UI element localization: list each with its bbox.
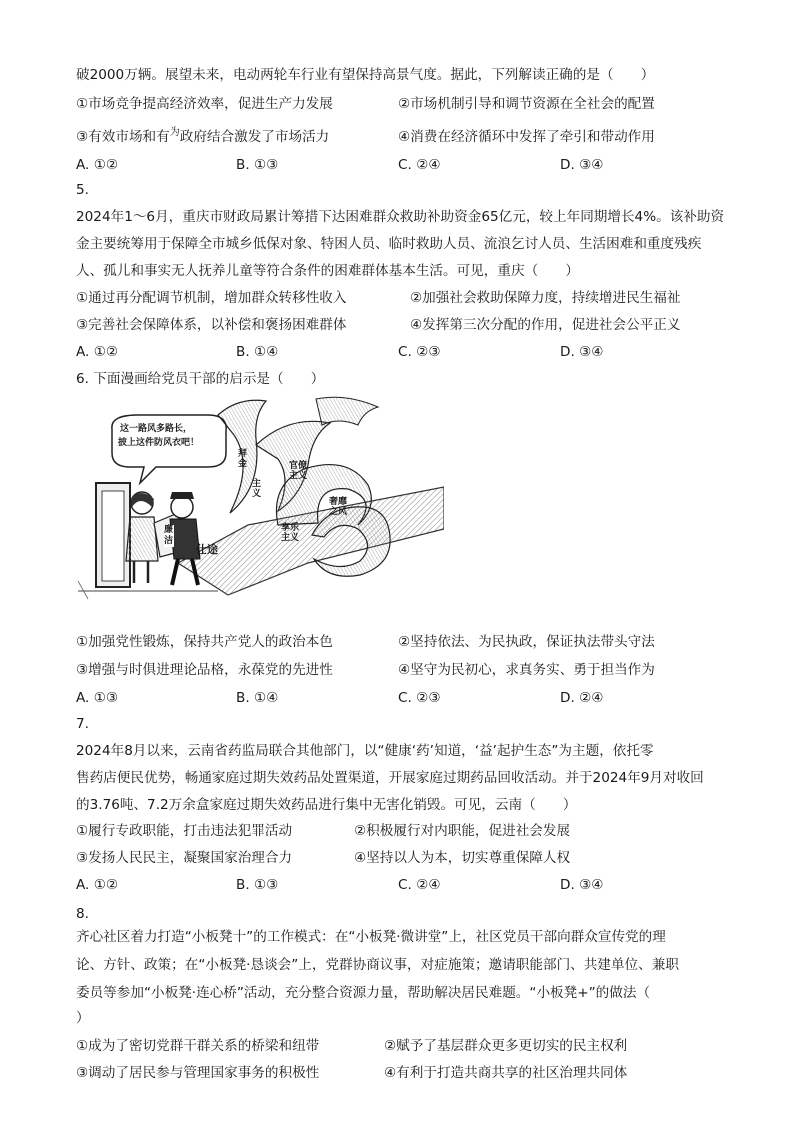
q8-option-3: ③调动了居民参与管理国家事务的积极性 bbox=[76, 1065, 320, 1081]
cartoon-illustration bbox=[78, 395, 444, 607]
q8-option-2: ②赋予了基层群众更多更切实的民主权利 bbox=[384, 1038, 628, 1054]
q6-choice-b[interactable]: B. ①④ bbox=[236, 690, 279, 706]
wind-2-label-a: 官僚 bbox=[288, 461, 307, 471]
q7-option-4: ④坚持以人为本，切实尊重保障人权 bbox=[354, 850, 571, 866]
q8-stem-line-3: 委员等参加“小板凳·连心桥”活动，充分整合资源力量，帮助解决居民难题。“小板凳+”的做法（ bbox=[76, 985, 651, 1001]
wind-1-label-a: 拜金 bbox=[238, 449, 248, 469]
q4-option-3-part-b: 政府结合激发了市场活力 bbox=[179, 129, 330, 145]
q5-number: 5. bbox=[76, 182, 89, 198]
q8-stem-line-2: 论、方针、政策；在“小板凳·恳谈会”上，党群协商议事，对症施策；邀请职能部门、共建单位、兼职 bbox=[76, 957, 679, 973]
q4-choice-c[interactable]: C. ②④ bbox=[398, 157, 441, 173]
q5-choice-d[interactable]: D. ③④ bbox=[560, 344, 604, 360]
wind-2-label bbox=[288, 461, 308, 481]
q4-choice-b[interactable]: B. ①③ bbox=[236, 157, 279, 173]
wind-3-label-b: 之风 bbox=[328, 507, 347, 517]
q8-option-1: ①成为了密切党群干群关系的桥梁和纽带 bbox=[76, 1038, 320, 1054]
q5-stem-line-3: 人、孤儿和事实无人抚养儿童等符合条件的困难群体基本生活。可见，重庆（ ） bbox=[76, 263, 579, 279]
q8-number: 8. bbox=[76, 906, 89, 922]
q7-choice-c[interactable]: C. ②④ bbox=[398, 877, 441, 893]
q8-stem-line-1: 齐心社区着力打造“小板凳十”的工作模式：在“小板凳·微讲堂”上，社区党员干部向群众宣传党的理 bbox=[76, 929, 666, 945]
q8-option-4: ④有利于打造共商共享的社区治理共同体 bbox=[384, 1065, 628, 1081]
q4-option-3-part-a: ③有效市场和有 bbox=[76, 129, 170, 145]
coat-label: 廉洁 bbox=[164, 525, 174, 546]
q5-option-4: ④发挥第三次分配的作用，促进社会公平正义 bbox=[410, 317, 681, 333]
q4-option-2: ②市场机制引导和调节资源在全社会的配置 bbox=[398, 96, 655, 112]
wind-4-label-b: 主义 bbox=[280, 533, 299, 543]
q6-choice-c[interactable]: C. ②③ bbox=[398, 690, 441, 706]
q4-stem-line: 破2000万辆。展望未来，电动两轮车行业有望保持高景气度。据此，下列解读正确的是（ ） bbox=[76, 67, 655, 83]
q7-number: 7. bbox=[76, 716, 89, 732]
q5-choice-a[interactable]: A. ①② bbox=[76, 344, 119, 360]
q6-option-3: ③增强与时俱进理论品格，永葆党的先进性 bbox=[76, 662, 333, 678]
q7-option-2: ②积极履行对内职能，促进社会发展 bbox=[354, 823, 571, 839]
q5-stem-line-1: 2024年1～6月，重庆市财政局累计筹措下达困难群众救助补助资金65亿元，较上年同期增长4%。该补助资 bbox=[76, 209, 725, 225]
q5-option-1: ①通过再分配调节机制，增加群众转移性收入 bbox=[76, 290, 347, 306]
q4-choice-d[interactable]: D. ③④ bbox=[560, 157, 604, 173]
q6-option-2: ②坚持依法、为民执政，保证执法带头守法 bbox=[398, 634, 655, 650]
q7-stem-line-2: 售药店便民优势，畅通家庭过期失效药品处置渠道，开展家庭过期药品回收活动。并于2024年9月对收回 bbox=[76, 770, 704, 786]
q6-choice-a[interactable]: A. ①③ bbox=[76, 690, 119, 706]
q7-stem-line-1: 2024年8月以来，云南省药监局联合其他部门，以“健康‘药’知道，‘益’起护生态”为主题，依托零 bbox=[76, 743, 654, 759]
q5-choice-c[interactable]: C. ②③ bbox=[398, 344, 441, 360]
q4-option-1: ①市场竞争提高经济效率，促进生产力发展 bbox=[76, 96, 333, 112]
q6-option-1: ①加强党性锻炼，保持共产党人的政治本色 bbox=[76, 634, 333, 650]
q5-option-3: ③完善社会保障体系，以补偿和褒扬困难群体 bbox=[76, 317, 347, 333]
q5-option-2: ②加强社会救助保障力度，持续增进民生福祉 bbox=[410, 290, 681, 306]
speech-line-2: 披上这件防风衣吧！ bbox=[118, 438, 200, 448]
q7-choice-a[interactable]: A. ①② bbox=[76, 877, 119, 893]
q5-choice-b[interactable]: B. ①④ bbox=[236, 344, 279, 360]
wind-2-label-b: 主义 bbox=[288, 471, 307, 481]
wind-4-label-a: 享乐 bbox=[280, 523, 299, 533]
q7-choice-d[interactable]: D. ③④ bbox=[560, 877, 604, 893]
q7-option-1: ①履行专政职能，打击违法犯罪活动 bbox=[76, 823, 293, 839]
q7-option-3: ③发扬人民民主，凝聚国家治理合力 bbox=[76, 850, 293, 866]
speech-line-1: 这一路风多路长， bbox=[120, 424, 193, 434]
q5-stem-line-2: 金主要统筹用于保障全市城乡低保对象、特困人员、临时救助人员、流浪乞讨人员、生活困难和重度残疾 bbox=[76, 236, 702, 252]
q4-option-3-superscript: 为 bbox=[169, 127, 180, 138]
q6-stem: 6. 下面漫画给党员干部的启示是（ ） bbox=[76, 371, 325, 387]
q8-stem-line-4: ） bbox=[76, 1010, 90, 1026]
wind-1-label-b: 主义 bbox=[252, 479, 262, 499]
wind-4-label bbox=[280, 523, 300, 543]
wind-3-label bbox=[328, 497, 348, 517]
q7-stem-line-3: 的3.76吨、7.2万余盒家庭过期失效药品进行集中无害化销毁。可见，云南（ ） bbox=[76, 797, 577, 813]
road-label: 仕途 bbox=[196, 543, 218, 556]
q6-option-4: ④坚守为民初心，求真务实、勇于担当作为 bbox=[398, 662, 655, 678]
q4-option-4: ④消费在经济循环中发挥了牵引和带动作用 bbox=[398, 129, 655, 145]
wind-3-label-a: 奢靡 bbox=[328, 497, 347, 507]
q4-option-3 bbox=[76, 128, 329, 148]
q6-choice-d[interactable]: D. ②④ bbox=[560, 690, 604, 706]
q7-choice-b[interactable]: B. ①③ bbox=[236, 877, 279, 893]
q4-choice-a[interactable]: A. ①② bbox=[76, 157, 119, 173]
